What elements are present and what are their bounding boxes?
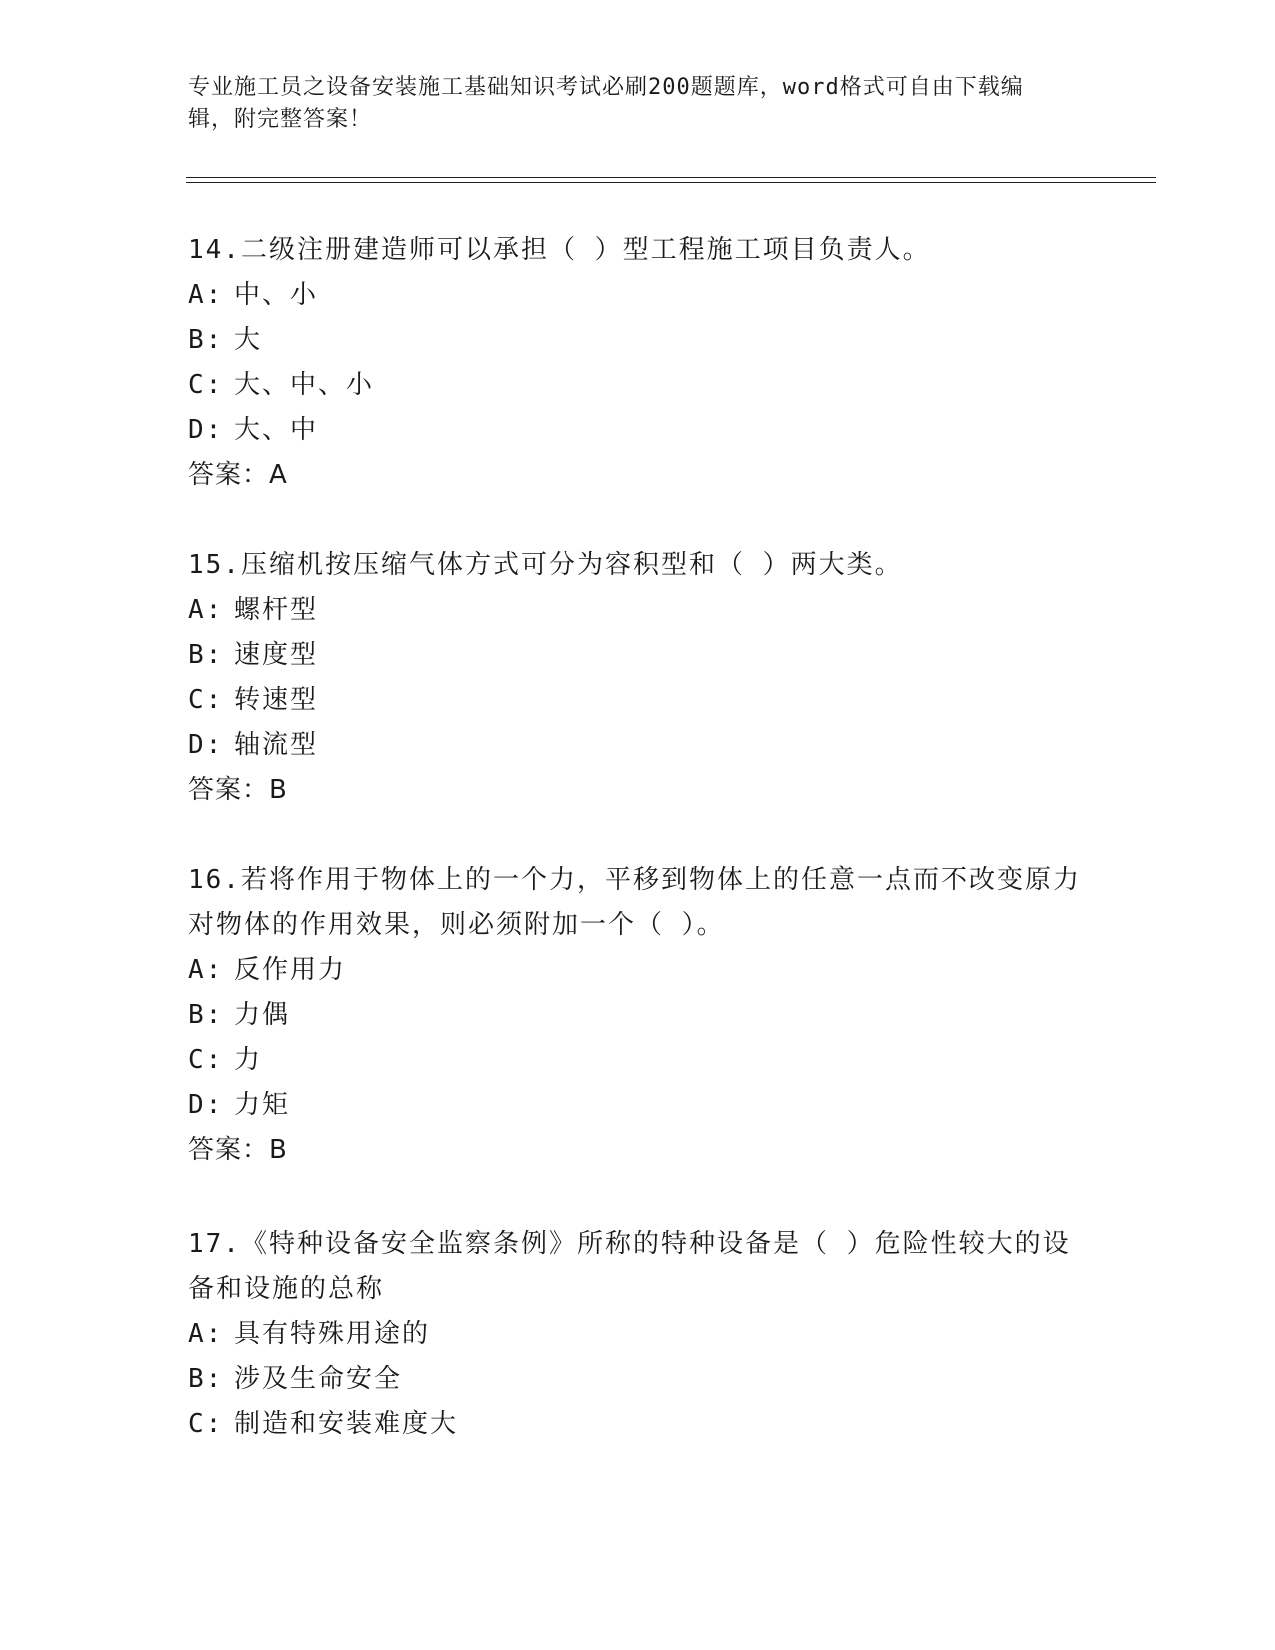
option-text: 转速型 [234, 685, 319, 715]
option-letter: D: [188, 730, 224, 760]
header-divider [186, 177, 1156, 183]
option-text: 力矩 [234, 1090, 291, 1120]
option-letter: C: [188, 1045, 224, 1075]
answer-line: 答案：B [188, 1135, 288, 1165]
question-17 [188, 1222, 1088, 1447]
question-stem: 15.压缩机按压缩气体方式可分为容积型和（ ）两大类。 [188, 550, 903, 580]
option-letter: A: [188, 955, 224, 985]
option-text: 涉及生命安全 [234, 1364, 403, 1394]
option-letter: A: [188, 280, 224, 310]
option-letter: D: [188, 415, 224, 445]
page-header: 专业施工员之设备安装施工基础知识考试必刷200题题库，word格式可自由下载编辑，附完整答案！ [188, 75, 1024, 132]
option-letter: B: [188, 640, 224, 670]
option-text: 轴流型 [234, 730, 319, 760]
question-stem: 17.《特种设备安全监察条例》所称的特种设备是（ ）危险性较大的设备和设施的总称 [188, 1229, 1071, 1304]
question-14 [188, 228, 1088, 498]
option-letter: D: [188, 1090, 224, 1120]
option-text: 大 [234, 325, 263, 355]
question-stem: 14.二级注册建造师可以承担（ ）型工程施工项目负责人。 [188, 235, 931, 265]
option-text: 具有特殊用途的 [234, 1319, 431, 1349]
option-d [188, 408, 1088, 453]
option-text: 中、小 [234, 280, 319, 310]
option-text: 大、中、小 [234, 370, 375, 400]
answer-line: 答案：A [188, 460, 288, 490]
option-text: 力 [234, 1045, 263, 1075]
option-text: 螺杆型 [234, 595, 319, 625]
option-a [188, 588, 1088, 633]
option-letter: A: [188, 1319, 224, 1349]
option-letter: C: [188, 685, 224, 715]
option-c [188, 1038, 1088, 1083]
option-b [188, 318, 1088, 363]
question-15 [188, 543, 1088, 813]
option-d [188, 723, 1088, 768]
option-c [188, 678, 1088, 723]
option-letter: A: [188, 595, 224, 625]
option-d [188, 1083, 1088, 1128]
option-b [188, 1357, 1088, 1402]
option-letter: B: [188, 325, 224, 355]
option-b [188, 633, 1088, 678]
option-a [188, 948, 1088, 993]
option-text: 大、中 [234, 415, 319, 445]
option-text: 反作用力 [234, 955, 347, 985]
option-c [188, 1402, 1088, 1447]
answer-line: 答案：B [188, 775, 288, 805]
option-letter: B: [188, 1000, 224, 1030]
option-text: 速度型 [234, 640, 319, 670]
option-text: 力偶 [234, 1000, 291, 1030]
option-a [188, 273, 1088, 318]
option-letter: C: [188, 1409, 224, 1439]
question-stem: 16.若将作用于物体上的一个力，平移到物体上的任意一点而不改变原力对物体的作用效果，则必须附加一个（ ）。 [188, 865, 1081, 940]
option-a [188, 1312, 1088, 1357]
option-letter: B: [188, 1364, 224, 1394]
question-16 [188, 858, 1088, 1173]
option-c [188, 363, 1088, 408]
option-letter: C: [188, 370, 224, 400]
option-text: 制造和安装难度大 [234, 1409, 459, 1439]
option-b [188, 993, 1088, 1038]
